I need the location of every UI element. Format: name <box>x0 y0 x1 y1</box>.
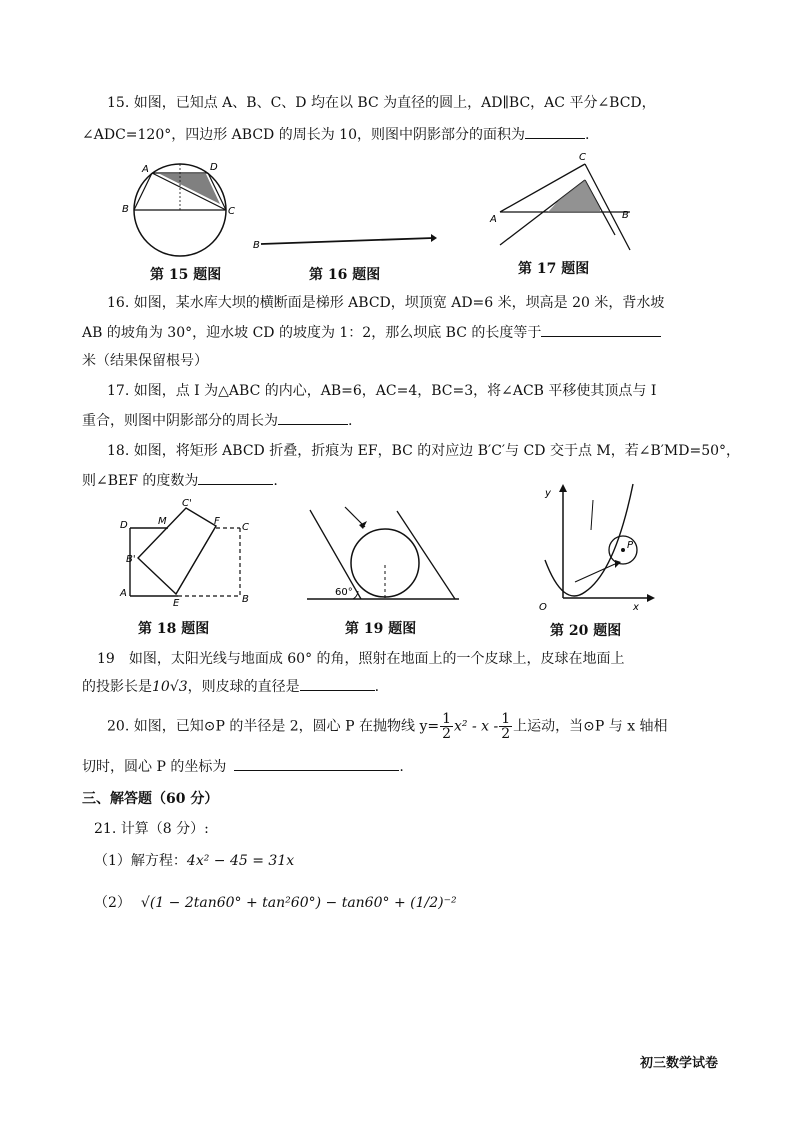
q20-frac-num-2: 1 <box>501 711 511 727</box>
q15-text: ∠ADC=120°，四边形 ABCD 的周长为 10，则图中阴影部分的面积为 <box>82 127 525 143</box>
q19-line1: 19 如图，太阳光线与地面成 60° 的角，照射在地面上的一个皮球上，皮球在地面上 <box>97 651 625 667</box>
q18-answer-blank[interactable] <box>198 470 273 485</box>
figure-16 <box>253 232 443 252</box>
fig18-label-c: C <box>242 522 249 533</box>
q19-text-2: ，则皮球的直径是 <box>187 679 300 695</box>
q18-line1: 18. 如图，将矩形 ABCD 折叠，折痕为 EF，BC 的对应边 B′C′与 CD 交于点 M，若∠B′MD=50°， <box>107 443 741 459</box>
fig15-label-a: A <box>142 164 149 175</box>
fig18-label-a: A <box>120 588 127 599</box>
fig20-label-p: P <box>627 540 634 551</box>
q21-part2-label: （2） <box>94 895 131 911</box>
q21-part1 <box>94 850 294 872</box>
fig17-label-b: B <box>622 210 629 221</box>
q19-line2 <box>82 676 379 698</box>
fig20-label-y: y <box>545 488 551 499</box>
fig17-label-a: A <box>490 214 497 225</box>
fig15-label-d: D <box>210 162 218 173</box>
q20-line2 <box>82 756 404 778</box>
caption-15: 第 15 题图 <box>150 267 222 283</box>
q19-value: 10√3 <box>152 679 188 695</box>
q21-title: 21. 计算（8 分）: <box>94 821 209 837</box>
q16-answer-blank[interactable] <box>541 322 661 337</box>
q17-line2 <box>82 410 352 432</box>
q18-period: . <box>273 473 278 489</box>
fig20-label-x: x <box>633 602 639 613</box>
q15-line2 <box>82 124 589 146</box>
q18-line2 <box>82 470 278 492</box>
caption-17: 第 17 题图 <box>518 261 590 277</box>
fig19-label-angle: 60° <box>335 587 353 598</box>
figure-15 <box>120 152 240 262</box>
fig17-label-c: C <box>579 152 586 163</box>
q15-period: . <box>585 127 590 143</box>
q20-line1 <box>107 712 668 741</box>
q19-text: 的投影长是 <box>82 679 152 695</box>
figure-18 <box>118 496 258 609</box>
q17-period: . <box>348 413 353 429</box>
q20-fraction-2 <box>499 712 512 741</box>
footer-label: 初三数学试卷 <box>640 1056 719 1071</box>
fig16-label-b: B <box>253 240 260 251</box>
q20-frac-den: 2 <box>442 726 452 742</box>
q16-line3: 米（结果保留根号） <box>82 353 208 369</box>
q20-period: . <box>399 759 404 775</box>
figure-17 <box>490 150 640 260</box>
q21-part1-expr: 4x² − 45 = 31x <box>186 853 295 869</box>
fig18-label-m: M <box>158 516 167 527</box>
fig18-label-f: F <box>214 516 220 527</box>
q20-frac-den-2: 2 <box>501 726 511 742</box>
q17-answer-blank[interactable] <box>278 410 348 425</box>
q19-period: . <box>374 679 380 695</box>
fig18-label-c-prime: C' <box>182 498 192 509</box>
q20-fraction-1 <box>440 712 453 741</box>
figure-20 <box>535 480 655 613</box>
q20-frac-num: 1 <box>442 711 452 727</box>
q20-text: 20. 如图，已知⊙P 的半径是 2，圆心 P 在抛物线 y= <box>107 718 440 735</box>
q21-part2 <box>94 892 457 914</box>
fig18-label-d: D <box>120 520 128 531</box>
q16-line2 <box>82 322 661 344</box>
fig15-label-b: B <box>122 204 129 215</box>
fig18-label-b-prime: B' <box>126 554 136 565</box>
fig20-label-o: O <box>539 602 547 613</box>
q17-line1: 17. 如图，点 I 为△ABC 的内心，AB=6，AC=4，BC=3，将∠ACB 平移使其顶点与 I <box>107 383 657 399</box>
q16-text: AB 的坡角为 30°，迎水坡 CD 的坡度为 1：2，那么坝底 BC 的长度等于 <box>82 325 542 341</box>
q21-part2-expr: √(1 − 2tan60° + tan²60°) − tan60° + (1/2)⁻² <box>140 895 457 911</box>
q20-text-3: 切时，圆心 P 的坐标为 <box>82 759 227 775</box>
q18-text: 则∠BEF 的度数为 <box>82 473 199 489</box>
fig18-label-b: B <box>242 594 249 605</box>
q19-answer-blank[interactable] <box>300 676 375 691</box>
q16-line1: 16. 如图，某水库大坝的横断面是梯形 ABCD，坝顶宽 AD=6 米，坝高是 20 米，背水坡 <box>107 295 665 311</box>
section-3-heading: 三、解答题（60 分） <box>82 791 219 807</box>
q21-part1-label: （1）解方程： <box>94 853 187 869</box>
caption-20: 第 20 题图 <box>550 623 622 639</box>
q20-answer-blank[interactable] <box>234 756 399 771</box>
q15-line1: 15. 如图，已知点 A、B、C、D 均在以 BC 为直径的圆上，AD∥BC，AC 平分∠BCD， <box>107 95 656 111</box>
caption-16: 第 16 题图 <box>309 267 381 283</box>
fig18-label-e: E <box>173 598 180 609</box>
q17-text: 重合，则图中阴影部分的周长为 <box>82 413 278 429</box>
fig15-label-c: C <box>228 206 235 217</box>
caption-19: 第 19 题图 <box>345 621 417 637</box>
q15-answer-blank[interactable] <box>525 124 585 139</box>
q20-expr: x² - x - <box>454 718 499 735</box>
figure-19 <box>305 505 465 605</box>
q20-text-2: 上运动，当⊙P 与 x 轴相 <box>513 718 668 735</box>
caption-18: 第 18 题图 <box>138 621 210 637</box>
